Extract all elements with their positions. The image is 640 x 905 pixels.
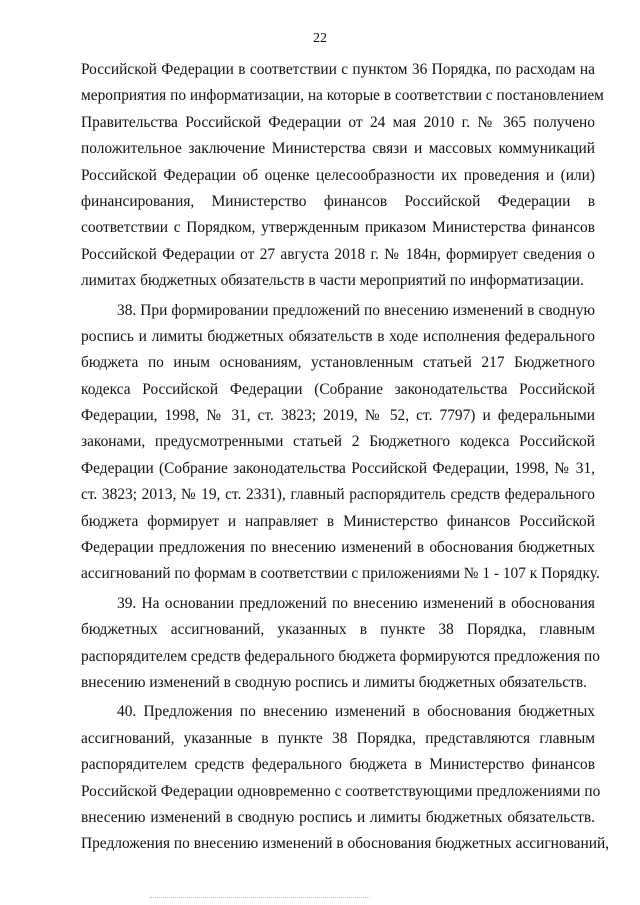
text-line: финансирования, Министерство финансов Российской Федерации в <box>81 192 595 210</box>
text-line: ст. 3823; 2013, № 19, ст. 2331), главный распорядитель средств федерального <box>81 486 595 504</box>
text-line: Федерации предложения по внесению изменений в обоснования бюджетных <box>81 539 595 557</box>
text-line: внесению изменений в сводную роспись и лимиты бюджетных обязательств. <box>81 673 587 691</box>
text-line: мероприятия по информатизации, на которые в соответствии с постановлением <box>81 87 604 105</box>
text-line: Российской Федерации от 27 августа 2018 г. № 184н, формирует сведения о <box>81 245 595 263</box>
text-line: бюджета формирует и направляет в Министерство финансов Российской <box>81 512 595 530</box>
text-line: лимитах бюджетных обязательств в части мероприятий по информатизации. <box>81 272 584 290</box>
text-line: Федерации (Собрание законодательства Российской Федерации, 1998, № 31, <box>81 459 595 477</box>
text-line: соответствии с Порядком, утвержденным приказом Министерства финансов <box>81 219 595 237</box>
text-line: 39. На основании предложений по внесению изменений в обоснования <box>117 594 595 612</box>
text-line: распорядителем средств федерального бюджета в Министерство финансов <box>81 756 595 774</box>
text-line: Предложения по внесению изменений в обоснования бюджетных ассигнований, <box>81 835 610 853</box>
text-line: внесению изменений в сводную роспись и лимиты бюджетных обязательств. <box>81 808 595 826</box>
text-line: бюджетных ассигнований, указанных в пункте 38 Порядка, главным <box>81 621 595 639</box>
paragraph-continuation <box>81 57 604 295</box>
text-line: роспись и лимиты бюджетных обязательств в ходе исполнения федерального <box>81 327 595 345</box>
text-line: ассигнований по формам в соответствии с приложениями № 1 - 107 к Порядку. <box>81 565 600 583</box>
scan-edge-mark <box>150 897 370 899</box>
text-line: 40. Предложения по внесению изменений в обоснования бюджетных <box>117 703 595 721</box>
paragraph-39 <box>81 591 600 697</box>
text-line: распорядителем средств федерального бюджета формируются предложения по <box>81 647 600 665</box>
text-line: законами, предусмотренными статьей 2 Бюджетного кодекса Российской <box>81 433 595 451</box>
text-line: Российской Федерации в соответствии с пунктом 36 Порядка, по расходам на <box>81 61 595 78</box>
text-line: Федерации, 1998, № 31, ст. 3823; 2019, № 52, ст. 7797) и федеральными <box>81 407 595 425</box>
text-line: 38. При формировании предложений по внесению изменений в сводную <box>117 301 595 319</box>
text-line: бюджета по иным основаниям, установленным статьей 217 Бюджетного <box>81 354 595 372</box>
paragraph-38 <box>81 298 600 588</box>
text-line: ассигнований, указанные в пункте 38 Порядка, представляются главным <box>81 729 595 747</box>
page-number: 22 <box>313 31 327 46</box>
paragraph-40 <box>81 699 610 857</box>
text-line: положительное заключение Министерства связи и массовых коммуникаций <box>81 140 595 158</box>
document-body <box>81 57 610 858</box>
text-line: Российской Федерации одновременно с соответствующими предложениями по <box>81 782 601 800</box>
text-line: кодекса Российской Федерации (Собрание законодательства Российской <box>81 380 595 398</box>
text-line: Правительства Российской Федерации от 24 мая 2010 г. № 365 получено <box>81 113 595 131</box>
text-line: Российской Федерации об оценке целесообразности их проведения и (или) <box>81 166 595 184</box>
